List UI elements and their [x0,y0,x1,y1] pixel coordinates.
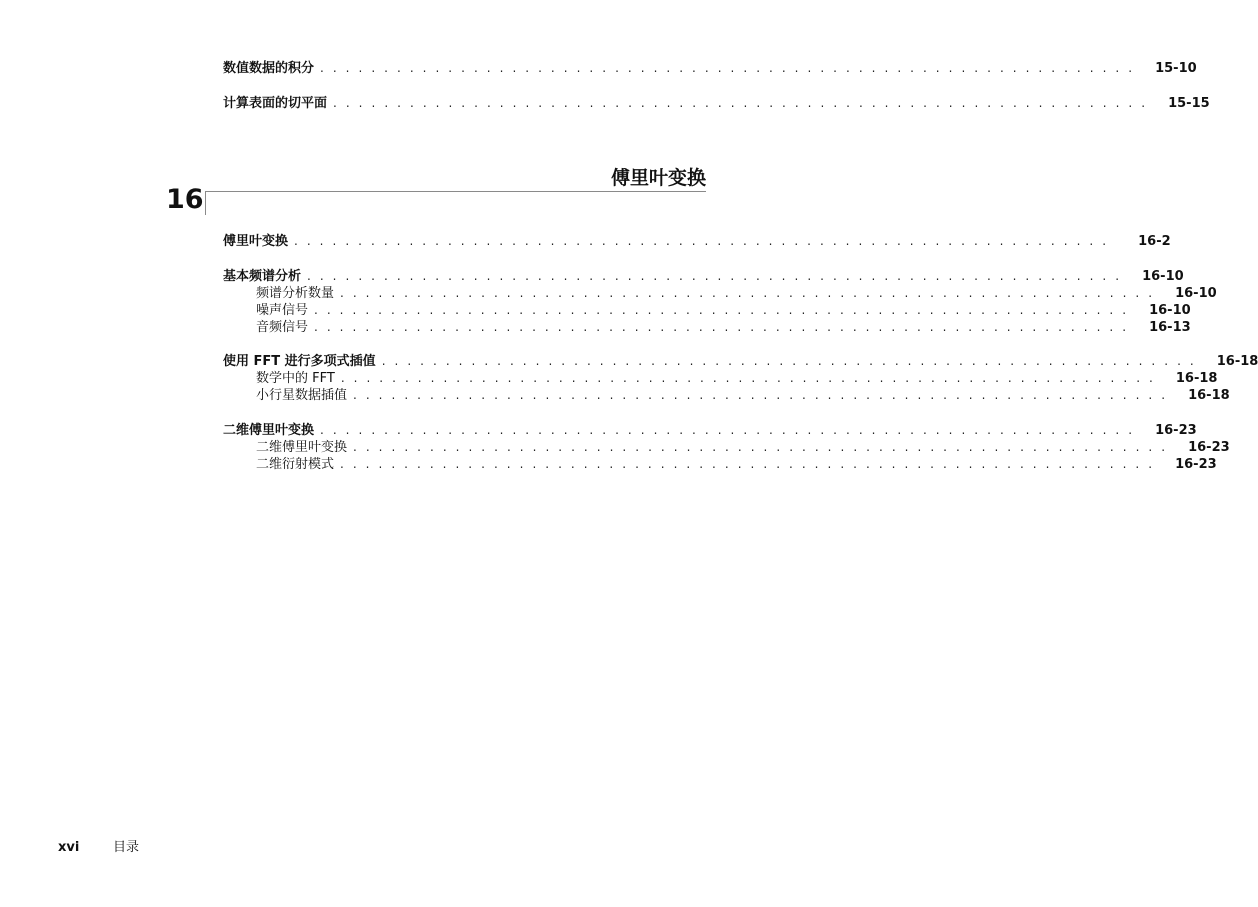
toc-subsection-page: 16-10 [1175,286,1217,301]
dot-leader: . . . . . . . . . . . . . . . . . . . . . . . . . . . . . . . . . . . . . . . . . . . . . . . . . . . . . . . . . . . . . . . . [340,457,1155,471]
footer-section-title: 目录 [113,840,140,855]
dot-leader: . . . . . . . . . . . . . . . . . . . . . . . . . . . . . . . . . . . . . . . . . . . . . . . . . . . . . . . . . . . . . . . . [320,61,1135,75]
toc-subsection-label: 二维傅里叶变换 [256,440,348,455]
dot-leader: . . . . . . . . . . . . . . . . . . . . . . . . . . . . . . . . . . . . . . . . . . . . . . . . . . . . . . . . . . . . . . . . [333,96,1148,110]
toc-subsection-label: 噪声信号 [256,303,309,318]
chapter-rule [205,191,706,192]
toc-subsection[interactable] [256,370,1218,387]
toc-section[interactable] [223,422,1197,439]
toc-subsection-page: 16-23 [1175,457,1217,472]
toc-section-page: 16-18 [1216,354,1258,369]
toc-subsection-label: 音频信号 [256,320,309,335]
toc-entry[interactable] [223,95,1210,112]
chapter-title: 傅里叶变换 [610,167,706,189]
toc-section-label: 二维傅里叶变换 [223,423,315,438]
toc-subsection[interactable] [256,302,1191,319]
toc-subsection[interactable] [256,285,1217,302]
toc-subsection[interactable] [256,387,1230,404]
dot-leader: . . . . . . . . . . . . . . . . . . . . . . . . . . . . . . . . . . . . . . . . . . . . . . . . . . . . . . . . . . . . . . . . [314,303,1129,317]
toc-subsection-page: 16-23 [1188,440,1230,455]
dot-leader: . . . . . . . . . . . . . . . . . . . . . . . . . . . . . . . . . . . . . . . . . . . . . . . . . . . . . . . . . . . . . . . . [353,440,1168,454]
chapter-number: 16 [166,184,204,215]
dot-leader: . . . . . . . . . . . . . . . . . . . . . . . . . . . . . . . . . . . . . . . . . . . . . . . . . . . . . . . . . . . . . . . . [314,320,1129,334]
toc-section-page: 16-23 [1155,423,1197,438]
toc-section-label: 基本频谱分析 [223,269,302,284]
toc-subsection-label: 数学中的 FFT [256,371,335,386]
chapter-rule-tick [205,191,206,215]
toc-subsection[interactable] [256,456,1217,473]
dot-leader: . . . . . . . . . . . . . . . . . . . . . . . . . . . . . . . . . . . . . . . . . . . . . . . . . . . . . . . . . . . . . . . . [340,371,1156,385]
toc-entry-page: 15-15 [1168,96,1210,111]
toc-subsection[interactable] [256,319,1191,336]
toc-entry[interactable] [223,60,1197,77]
dot-leader: . . . . . . . . . . . . . . . . . . . . . . . . . . . . . . . . . . . . . . . . . . . . . . . . . . . . . . . . . . . . . . . . [307,269,1122,283]
toc-subsection-label: 小行星数据插值 [256,388,348,403]
toc-section[interactable] [223,353,1258,370]
toc-entry-label: 数值数据的积分 [223,61,315,76]
toc-subsection-page: 16-13 [1149,320,1191,335]
toc-subsection-label: 二维衍射模式 [256,457,335,472]
toc-subsection-page: 16-18 [1175,371,1218,386]
toc-subsection-page: 16-10 [1149,303,1191,318]
toc-entry-label: 计算表面的切平面 [223,96,328,111]
toc-subsection-page: 16-18 [1188,388,1230,403]
dot-leader: . . . . . . . . . . . . . . . . . . . . . . . . . . . . . . . . . . . . . . . . . . . . . . . . . . . . . . . . . . . . . . . . [340,286,1155,300]
dot-leader: . . . . . . . . . . . . . . . . . . . . . . . . . . . . . . . . . . . . . . . . . . . . . . . . . . . . . . . . . . . . . . . . [353,388,1168,402]
toc-entry-page: 15-10 [1155,61,1197,76]
dot-leader: . . . . . . . . . . . . . . . . . . . . . . . . . . . . . . . . . . . . . . . . . . . . . . . . . . . . . . . . . . . . . . . . [320,423,1135,437]
toc-section-page: 16-2 [1138,234,1171,249]
toc-section[interactable] [223,233,1171,250]
toc-section-label: 傅里叶变换 [223,234,289,249]
toc-section-page: 16-10 [1142,269,1184,284]
toc-section[interactable] [223,268,1184,285]
dot-leader: . . . . . . . . . . . . . . . . . . . . . . . . . . . . . . . . . . . . . . . . . . . . . . . . . . . . . . . . . . . . . . . . [381,354,1197,368]
footer-page-number: xvi [58,840,80,855]
toc-section-label: 使用 FFT 进行多项式插值 [223,354,376,369]
dot-leader: . . . . . . . . . . . . . . . . . . . . . . . . . . . . . . . . . . . . . . . . . . . . . . . . . . . . . . . . . . . . . . . . [294,234,1109,248]
toc-subsection-label: 频谱分析数量 [256,286,335,301]
toc-subsection[interactable] [256,439,1230,456]
